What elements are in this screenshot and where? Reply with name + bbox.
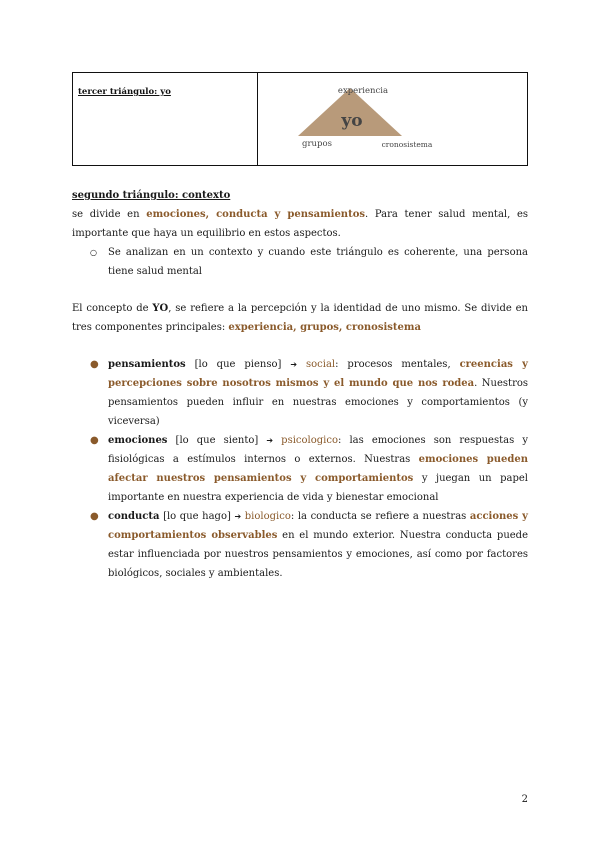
text-run: . Para tener salud mental, es importante que haya un equilibrio en estos aspectos. <box>72 209 528 239</box>
triangle-center-label: yo <box>341 111 363 131</box>
triangle-top-label: experiencia <box>337 86 389 96</box>
yo-triangle-diagram <box>258 73 538 167</box>
text-run: [lo que hago] <box>159 511 235 522</box>
arrow-icon: ➔ <box>266 436 274 445</box>
text-run: : las emociones son respuestas y fisiológicas a estímulos internos o externos. Nuestras <box>108 435 528 465</box>
page-number: 2 <box>521 794 528 805</box>
list-item: ○ Se analizan en un contexto y cuando este triángulo es coherente, una persona tiene salud mental <box>108 243 528 281</box>
triangle-table <box>72 72 528 166</box>
triangle-right-label: cronosistema <box>381 140 433 149</box>
sub-list <box>72 243 528 281</box>
table-left-cell <box>73 73 258 166</box>
highlight-run: emociones pueden afectar nuestros pensamientos y comportamientos <box>108 454 528 484</box>
section-heading: segundo triángulo: contexto <box>72 190 231 201</box>
yo-paragraph <box>72 299 528 337</box>
table-right-cell <box>258 73 528 166</box>
text-run: y juegan un papel importante en nuestra experiencia de vida y bienestar emocional <box>108 473 528 503</box>
text-run: se divide en <box>72 209 147 220</box>
section-paragraph <box>72 205 528 243</box>
category-run: biologico <box>241 511 291 522</box>
text-run: . Nuestros pensamientos pueden influir en nuestras emociones y comportamientos (y viceversa) <box>108 378 528 427</box>
highlight-run: experiencia, grupos, cronosistema <box>228 322 421 333</box>
text-run: [lo que siento] <box>167 435 267 446</box>
list-item <box>90 507 529 583</box>
text-run: : la conducta se refiere a nuestras <box>290 511 470 522</box>
bullet-icon: ● <box>90 511 99 522</box>
list-item <box>90 431 528 507</box>
text-run: en el mundo exterior. Nuestra conducta puede estar influenciada por nuestros pensamientos y emociones, así como por factores biológicos, sociales y ambientales. <box>108 530 529 579</box>
components-list <box>72 355 528 583</box>
category-run: social <box>297 359 336 370</box>
arrow-icon: ➔ <box>234 512 242 521</box>
document-body <box>72 186 528 583</box>
bullet-icon: ● <box>90 359 99 370</box>
text-run: : procesos mentales, <box>335 359 460 370</box>
triangle-left-label: grupos <box>302 139 332 149</box>
highlight-run: acciones y comportamientos observables <box>108 511 528 541</box>
table-title: tercer triángulo: yo <box>78 87 171 97</box>
highlight-run: creencias y percepciones sobre nosotros mismos y el mundo que nos rodea <box>108 359 528 389</box>
bullet-term: emociones <box>108 435 168 446</box>
text-run: El concepto de <box>72 303 153 314</box>
category-run: psicologico <box>273 435 338 446</box>
bullet-term: conducta <box>108 511 160 522</box>
list-item <box>90 355 528 431</box>
text-run: , se refiere a la percepción y la identidad de uno mismo. Se divide en tres componentes principales: <box>72 303 528 333</box>
bullet-term: pensamientos <box>108 359 186 370</box>
bullet-icon: ● <box>90 435 99 446</box>
highlight-run: emociones, conducta y pensamientos <box>146 209 366 220</box>
yo-term: YO <box>152 303 169 314</box>
text-run: [lo que pienso] <box>185 359 291 370</box>
arrow-icon: ➔ <box>290 360 298 369</box>
